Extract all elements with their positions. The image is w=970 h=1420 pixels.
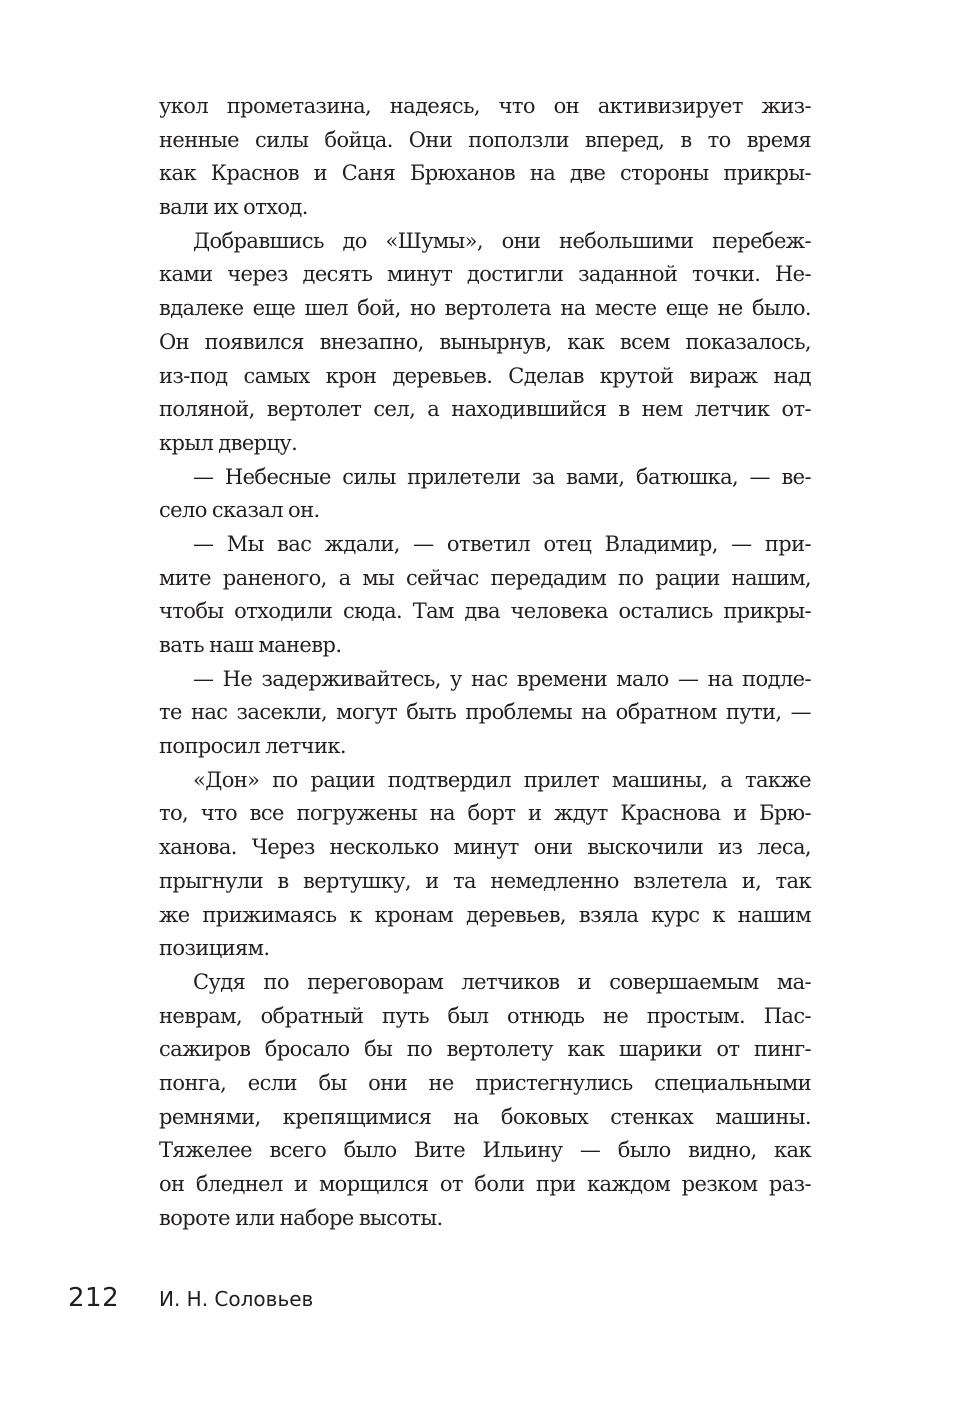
text-line: ханова. Через несколько минут они выскочили из леса,	[159, 835, 811, 860]
text-line: поляной, вертолет сел, а находившийся в нем летчик от-	[159, 397, 811, 422]
running-head-author: И. Н. Соловьев	[159, 1287, 314, 1311]
text-line: Тяжелее всего было Вите Ильину — было видно, как	[159, 1138, 811, 1163]
text-line: чтобы отходили сюда. Там два человека остались прикры-	[159, 599, 811, 624]
text-line: вдалеке еще шел бой, но вертолета на месте еще не было.	[159, 296, 811, 321]
text-line: крыл дверцу.	[159, 430, 298, 455]
text-line: из-под самых крон деревьев. Сделав крутой вираж над	[159, 363, 811, 388]
text-line: ремнями, крепящимися на боковых стенках машины.	[159, 1104, 811, 1129]
text-line: же прижимаясь к кронам деревьев, взяла курс к нашим	[159, 902, 811, 927]
text-line: «Дон» по рации подтвердил прилет машины, а также	[193, 767, 811, 792]
paragraph	[159, 225, 811, 461]
text-line: Он появился внезапно, вынырнув, как всем показалось,	[159, 329, 811, 354]
paragraph	[159, 663, 811, 764]
text-line: он бледнел и морщился от боли при каждом резком раз-	[159, 1172, 811, 1196]
text-line: мите раненого, а мы сейчас передадим по рации нашим,	[159, 565, 811, 590]
body-text	[159, 90, 811, 1235]
text-line: как Краснов и Саня Брюханов на две стороны прикры-	[159, 161, 811, 186]
paragraph	[159, 966, 811, 1236]
paragraph	[159, 528, 811, 663]
text-line: неврам, обратный путь был отнюдь не простым. Пас-	[159, 1003, 811, 1028]
paragraph	[159, 461, 811, 528]
text-line: ками через десять минут достигли заданной точки. Не-	[159, 262, 811, 287]
text-line: укол прометазина, надеясь, что он активизирует жиз-	[159, 94, 811, 118]
text-line: — Мы вас ждали, — ответил отец Владимир, — при-	[193, 531, 811, 556]
text-line: прыгнули в вертушку, и та немедленно взлетела и, так	[159, 868, 811, 893]
paragraph	[159, 764, 811, 966]
text-line: попросил летчик.	[159, 734, 346, 759]
text-line: ненные силы бойца. Они поползли вперед, в то время	[159, 127, 811, 152]
text-line: позициям.	[159, 936, 270, 961]
text-line: вали их отход.	[159, 195, 308, 220]
page-number: 212	[68, 1283, 120, 1313]
text-line: понга, если бы они не пристегнулись специальными	[159, 1070, 811, 1095]
text-line: Судя по переговорам летчиков и совершаемым ма-	[193, 969, 811, 994]
text-line: вать наш маневр.	[159, 633, 342, 657]
text-line: сажиров бросало бы по вертолету как шарики от пинг-	[159, 1037, 811, 1062]
text-line: — Не задерживайтесь, у нас времени мало — на подле-	[193, 666, 811, 691]
text-line: те нас засекли, могут быть проблемы на обратном пути, —	[159, 700, 811, 725]
text-line: Добравшись до «Шумы», они небольшими перебеж-	[193, 228, 811, 253]
text-line: — Небесные силы прилетели за вами, батюшка, — ве-	[193, 464, 811, 489]
text-line: село сказал он.	[159, 498, 320, 523]
paragraph	[159, 90, 811, 225]
text-line: вороте или наборе высоты.	[159, 1205, 443, 1230]
text-line: то, что все погружены на борт и ждут Краснова и Брю-	[159, 801, 811, 826]
